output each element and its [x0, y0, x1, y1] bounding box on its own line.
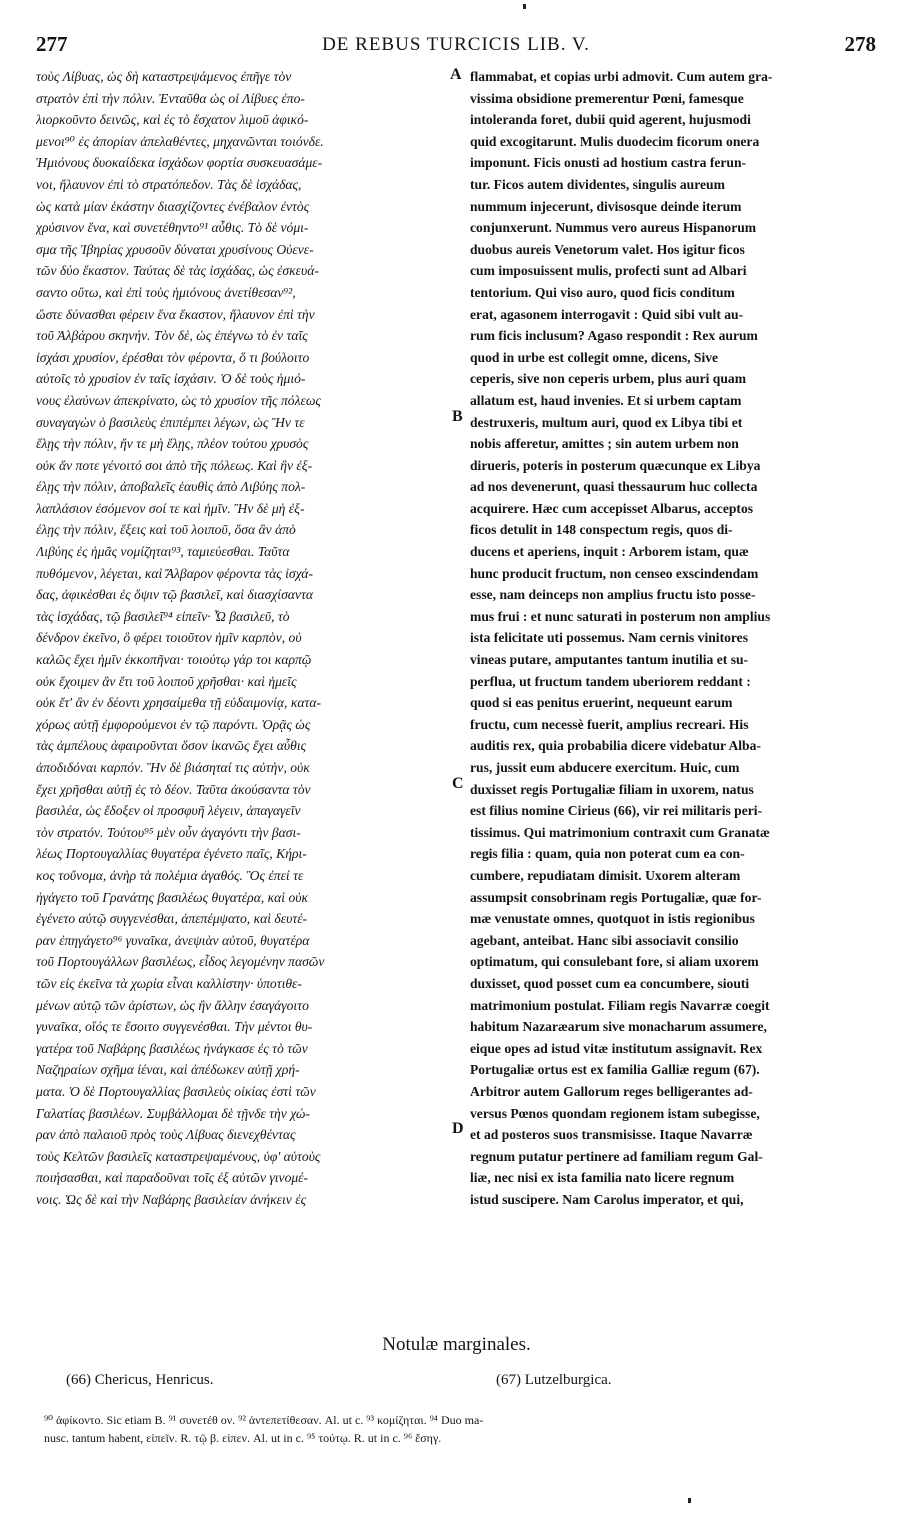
- margin-mark-d: D: [452, 1120, 464, 1137]
- scan-speck: [688, 1498, 691, 1503]
- greek-text-line: ἠγάγετο τοῦ Γρανάτης βασιλέως θυγατέρα, καὶ οὐκ: [36, 889, 309, 905]
- notes-heading: Notulæ marginales.: [382, 1334, 531, 1355]
- greek-text-line: ὡς κατὰ μίαν ἑκάστην διασχίζοντες ἐνέβαλον ἐντὸς: [36, 198, 310, 214]
- greek-text-line: νους ἐλαύνων ἀπεκρίνατο, ὡς τὸ χρυσίον τῆς πόλεως: [36, 392, 321, 408]
- latin-text-line: optimatum, qui consulebant fore, si aliam uxorem: [470, 954, 759, 970]
- greek-text-line: τῶν εἰς ἐκεῖνα τὰ χωρία εἶναι καλλίστην· ὑποτιθε-: [36, 975, 302, 991]
- latin-text-line: nobis afferetur, amittes ; sin autem urbem non: [470, 436, 739, 452]
- left-page-number: 277: [36, 32, 68, 56]
- greek-text-line: νοις. Ὡς δὲ καὶ τὴν Ναβάρης βασιλείαν ἀνήκειν ἐς: [36, 1191, 307, 1207]
- greek-text-line: ραν ἀπὸ παλαιοῦ πρὸς τοὺς Λίβυας διενεχθέντας: [36, 1127, 296, 1143]
- latin-text-line: acquirere. Hæc cum accepisset Albarus, acceptos: [470, 500, 754, 516]
- greek-text-line: τοῦ Πορτουγάλλων βασιλέως, εἶδος λεγομένην πασῶν: [36, 954, 325, 970]
- latin-text-line: vineas putare, amputantes tantum inutilia et su-: [470, 652, 749, 668]
- margin-mark-c: C: [452, 775, 464, 792]
- greek-text-line: κος τοὔνομα, ἀνὴρ τὰ πολέμια ἀγαθός. Ὃς ἐπεί τε: [36, 867, 304, 883]
- latin-text-line: quod si eas penitus eruerint, nequeunt earum: [470, 695, 733, 711]
- latin-text-line: conjunxerunt. Nummus vero aureus Hispanorum: [470, 220, 757, 236]
- latin-text-line: tissimus. Qui matrimonium contraxit cum Granatæ: [470, 824, 770, 840]
- latin-text-line: esse, nam deinceps non amplius fructu isto posse-: [470, 587, 756, 603]
- latin-text-line: rus, jussit eum abducere exercitum. Huic, cum: [470, 760, 740, 775]
- latin-text-line: allatum est, haud invenies. Et si urbem captam: [470, 392, 742, 408]
- marginal-note-66: (66) Chericus, Henricus.: [66, 1372, 214, 1388]
- greek-text-line: δένδρον ἐκεῖνο, ὃ φέρει τοιοῦτον ἡμῖν καρπὸν, οὐ: [36, 630, 302, 646]
- greek-text-line: γατέρα τοῦ Ναβάρης βασιλέως ἠνάγκασε ἐς τὸ τῶν: [36, 1040, 308, 1056]
- greek-text-line: ἐγένετο αὐτῷ συγγενέσθαι, ἀπεπέμψατο, καὶ δευτέ-: [36, 911, 308, 927]
- latin-text-line: mus frui : et nunc saturati in posterum non amplius: [470, 608, 771, 624]
- latin-text-line: habitum Nazaræarum sive monacharum assumere,: [470, 1019, 767, 1035]
- latin-text-line: regnum putatur pertinere ad familiam regum Gal-: [470, 1148, 763, 1164]
- greek-text-line: ἕλῃς τὴν πόλιν, ἤν τε μὴ ἕλῃς, πλέον τούτου χρυσὸς: [36, 436, 309, 452]
- greek-text-line: έλῃς τὴν πόλιν, ἕξεις καὶ τοῦ λοιποῦ, ὅσα ἂν ἀπὸ: [36, 522, 296, 538]
- latin-text-line: duxisset, quod posset cum ea concumbere, siouti: [470, 975, 750, 991]
- greek-text-line: τὸν στρατόν. Τούτου⁹⁵ μὲν οὖν ἀγαγόντι τὴν βασι-: [36, 824, 301, 840]
- greek-text-line: αὐτοῖς τὸ χρυσίον ἐν ταῖς ἰσχάσιν. Ὁ δὲ τοὺς ἡμιό-: [36, 371, 306, 387]
- greek-text-line: έλῃς τὴν πόλιν, ἀποβαλεῖς ἑαυθὶς ἀπὸ Λιβύης πολ-: [36, 479, 306, 495]
- greek-text-line: Λιβύης ἐς ἡμᾶς νομίζηται⁹³, ταμιεύεσθαι. Ταῦτα: [36, 544, 290, 560]
- greek-text-line: ματα. Ὁ δὲ Πορτουγαλλίας βασιλεὺς οἰκίας ἐστὶ τῶν: [36, 1083, 316, 1099]
- latin-text-line: nummum injecerunt, divisosque deinde iterum: [470, 198, 742, 214]
- greek-text-line: ἀποδιδόναι καρπόν. Ἢν δὲ βιάσηταί τις αὐτὴν, οὐκ: [36, 760, 310, 775]
- greek-text-line: βασιλέα, ὡς ἔδοξεν οἱ προσφυῆ λέγειν, ἀπαγαγεῖν: [36, 803, 301, 819]
- greek-text-line: γυναῖκα, οἵός τε ἔσοιτο συγγενέσθαι. Τὴν μέντοι θυ-: [36, 1019, 313, 1035]
- greek-text-line: στρατὸν ἐπὶ τὴν πόλιν. Ἐνταῦθα ὡς οἱ Λίβυες ἐπο-: [36, 90, 305, 106]
- latin-text-line: matrimonium postulat. Filiam regis Navarræ coegit: [470, 997, 770, 1013]
- greek-text-line: τοῦ Ἀλβάρου σκηνήν. Τὸν δὲ, ὡς ἐπέγνω τὸ ἐν ταῖς: [36, 328, 308, 344]
- latin-text-line: duobus aureis Venetorum valet. Hos igitur ficos: [470, 241, 745, 257]
- footnote-line-2: nusc. tantum habent, εἰπεῖν. R. τῷ β. εἰπεν. Al. ut in c. ⁹⁵ τούτῳ. R. ut in c. ⁹⁶ ἔσηγ.: [44, 1431, 442, 1445]
- greek-text-line: τὰς ἀμπέλους ἀφαιροῦνται ὅσον ἱκανῶς ἔχει αὖθις: [36, 738, 307, 754]
- latin-text-line: ficos detulit in 148 conspectum regis, quos di-: [470, 522, 733, 538]
- greek-text-line: καλῶς ἔχει ἡμῖν ἐκκοπῆναι· τοιούτῳ γάρ τοι καρπῷ: [36, 652, 312, 668]
- greek-text-line: λαπλάσιον ἐσόμενον σοί τε καὶ ἡμῖν. Ἢν δὲ μὴ ἐξ-: [36, 500, 305, 516]
- greek-text-line: τοὺς Κελτῶν βασιλεῖς καταστρεψαμένους, ὑφ' αὑτοὺς: [36, 1148, 321, 1164]
- latin-text-line: auditis rex, quia probabilia dicere videbatur Alba-: [470, 738, 761, 754]
- latin-text-line: duxisset regis Portugaliæ filiam in uxorem, natus: [470, 781, 754, 797]
- greek-text-line: Ναζηραίων σχῆμα ἰέναι, καὶ ἀπέδωκεν αὐτῇ χρή-: [36, 1062, 300, 1078]
- greek-text-line: οὐκ ἄν ποτε γένοιτό σοι ἀπὸ τῆς πόλεως. Καὶ ἢν ἐξ-: [36, 457, 313, 473]
- greek-text-line: ὥστε δύνασθαι φέρειν ἕνα ἕκαστον, ἤλαυνον ἐπὶ τὴν: [36, 306, 315, 322]
- greek-text-line: ποιήσασθαι, καὶ παραδοῦναι τοῖς ἐξ αὐτῶν γινομέ-: [36, 1170, 309, 1186]
- footnote-line-1: ⁹⁰ ἀφίκοντο. Sic etiam B. ⁹¹ συνετέθ ον. ⁹² ἀντεπετίθεσαν. Al. ut c. ⁹³ κομίζηται. ⁹⁴ Duo ma-: [44, 1413, 484, 1427]
- latin-text-line: Portugaliæ ortus est ex familia Galliæ regum (67).: [470, 1062, 760, 1078]
- greek-text-line: χρύσινον ἕνα, καὶ συνετέθηντο⁹¹ αὖθις. Τὸ δὲ νόμι-: [36, 220, 309, 236]
- latin-text-line: ista felicitate uti possemus. Nam cernis vinitores: [470, 630, 749, 646]
- latin-text-line: destruxeris, multum auri, quod ex Libya tibi et: [470, 414, 743, 430]
- latin-text-line: ceperis, sive non ceperis urbem, plus auri quam: [470, 371, 747, 387]
- greek-text-line: τὰς ἰσχάδας, τῷ βασιλεῖ⁹⁴ εἰπεῖν· Ὦ βασιλεῦ, τὸ: [36, 608, 290, 624]
- greek-text-line: χόρως αὐτῇ ἐμφορούμενοι ἐν τῷ παρόντι. Ὁρᾷς ὡς: [36, 716, 311, 732]
- latin-text-column: [470, 66, 878, 1322]
- latin-text-line: est filius nomine Cirieus (66), vir rei militaris peri-: [470, 803, 763, 819]
- latin-text-line: cumbere, repudiatam dimisit. Uxorem alteram: [470, 867, 741, 883]
- greek-text-line: ἔχει χρῆσθαι αὐτῇ ἐς τὸ δέον. Ταῦτα ἀκούσαντα τὸν: [36, 781, 311, 797]
- latin-text-line: ad nos devenerunt, quasi thessaurum huc collecta: [470, 479, 758, 495]
- greek-text-line: πυθόμενον, λέγεται, καὶ Ἄλβαρον φέροντα τὰς ἰσχά-: [36, 565, 313, 581]
- greek-text-line: συναγαγὼν ὁ βασιλεὺς ἐπιπέμπει λέγων, ὡς Ἢν τε: [36, 414, 305, 430]
- greek-text-line: μένων αὐτῷ τῶν ἀρίστων, ὡς ἢν ἄλλην ἐσαγάγοιτο: [36, 997, 309, 1013]
- greek-text-line: Γαλατίας βασιλέων. Συμβάλλομαι δὲ τῇνδε τὴν χώ-: [36, 1105, 310, 1121]
- greek-text-line: ραν ἐπηγάγετο⁹⁶ γυναῖκα, ἀνεψιὰν αὐτοῦ, θυγατέρα: [36, 932, 310, 948]
- right-page-number: 278: [844, 32, 876, 56]
- margin-mark-a: A: [450, 66, 462, 83]
- greek-text-line: μενοι⁹⁰ ἐς ἀπορίαν ἀπελαθέντες, μηχανῶνται τοιόνδε.: [36, 133, 324, 149]
- latin-text-line: versus Pœnos quondam regionem istam subegisse,: [470, 1105, 760, 1121]
- latin-text-line: et ad posteros suos transmisisse. Itaque Navarræ: [470, 1127, 753, 1143]
- greek-text-line: τῶν δύο ἕκαστον. Ταύτας δὲ τὰς ἰσχάδας, ὡς ἐσκευά-: [36, 263, 319, 279]
- latin-text-line: quod in urbe est collegit omne, dicens, Sive: [470, 349, 719, 365]
- latin-text-line: cum imposuissent mulis, profecti sunt ad Albari: [470, 263, 747, 279]
- latin-text-line: intoleranda foret, dubii quid agerent, hujusmodi: [470, 112, 751, 128]
- latin-text-line: agebant, anteibat. Hanc sibi associavit consilio: [470, 932, 739, 948]
- margin-mark-b: B: [452, 408, 463, 425]
- latin-text-line: erat, agasonem interrogavit : Quid sibi vult au-: [470, 306, 744, 322]
- greek-text-line: νοι, ἤλαυνον ἐπὶ τὸ στρατόπεδον. Τὰς δὲ ἰσχάδας,: [36, 176, 302, 192]
- greek-text-line: σμα τῆς Ἰβηρίας χρυσοῦν δύναται χρυσίνους Οὐενε-: [36, 241, 314, 257]
- latin-text-line: liæ, nec nisi ex ista familia nato licere regnum: [470, 1170, 735, 1186]
- latin-text-line: istud suscipere. Nam Carolus imperator, et qui,: [470, 1191, 744, 1207]
- latin-text-line: quid excogitarunt. Mulis duodecim ficorum onera: [470, 133, 760, 149]
- scan-speck: [523, 4, 526, 9]
- greek-text-line: λέως Πορτουγαλλίας θυγατέρα ἐγένετο παῖς, Κήρι-: [36, 846, 307, 862]
- latin-text-line: fructu, cum necessè fuerit, amplius recreari. His: [470, 716, 749, 732]
- greek-text-column: [36, 66, 456, 1322]
- greek-text-line: Ἡμιόνους δυοκαίδεκα ἰσχάδων φορτία συσκευασάμε-: [36, 155, 323, 171]
- latin-text-line: vissima obsidione premerentur Pœni, famesque: [470, 90, 744, 106]
- page-header: [36, 32, 876, 58]
- running-title: DE REBUS TURCICIS LIB. V.: [322, 34, 590, 55]
- greek-text-line: σαντο οὕτω, καὶ ἐπὶ τοὺς ἡμιόνους ἀνετίθεσαν⁹²,: [36, 284, 296, 300]
- greek-text-line: δας, ἀφικέσθαι ἐς ὄψιν τῷ βασιλεῖ, καὶ διασχίσαντα: [36, 587, 313, 603]
- latin-text-line: tentorium. Qui viso auro, quod ficis conditum: [470, 284, 735, 300]
- greek-text-line: οὐκ ἔχοιμεν ἂν ἔτι τοῦ λοιποῦ χρῆσθαι· καὶ ἡμεῖς: [36, 673, 297, 689]
- greek-text-line: τοὺς Λίβυας, ὡς δὴ καταστρεψάμενος ἐπῆγε τὸν: [36, 69, 292, 84]
- latin-text-line: perflua, ut fructum tandem uberiorem reddant :: [470, 673, 751, 689]
- latin-text-line: eique opes ad istud vitæ institutum assignavit. Rex: [470, 1040, 763, 1056]
- latin-text-line: imponunt. Ficis onusti ad hostium castra ferun-: [470, 155, 747, 171]
- greek-text-line: οὐκ ἔτ' ἂν ἐν δέοντι χρησαίμεθα τῇ εὐδαιμονίᾳ, κατα-: [36, 695, 322, 711]
- latin-text-line: Arbitror autem Gallorum reges belligerantes ad-: [470, 1083, 753, 1099]
- latin-text-line: hunc producit fructum, non censeo exscindendam: [470, 565, 759, 581]
- latin-text-line: assumpsit consobrinam regis Portugaliæ, quæ for-: [470, 889, 762, 905]
- greek-text-line: ἰσχάσι χρυσίον, ἐρέσθαι τὸν φέροντα, ὅ τι βούλοιτο: [36, 349, 310, 365]
- latin-text-line: regis filia : quam, quia non poterat cum ea con-: [470, 846, 745, 862]
- latin-text-line: flammabat, et copias urbi admovit. Cum autem gra-: [470, 69, 773, 84]
- marginal-note-67: (67) Lutzelburgica.: [496, 1372, 612, 1388]
- latin-text-line: rum ficis inclusum? Agaso respondit : Rex aurum: [470, 328, 758, 344]
- latin-text-line: dirueris, poteris in posterum quæcunque ex Libya: [470, 457, 761, 473]
- latin-text-line: tur. Ficos autem dividentes, singulis aureum: [470, 176, 725, 192]
- latin-text-line: mæ venustate omnes, quotquot in istis regionibus: [470, 911, 755, 927]
- greek-text-line: λιορκοῦντο δεινῶς, καὶ ἐς τὸ ἔσχατον λιμοῦ ἀφικό-: [36, 112, 309, 128]
- latin-text-line: ducens et aperiens, inquit : Arborem istam, quæ: [470, 544, 749, 560]
